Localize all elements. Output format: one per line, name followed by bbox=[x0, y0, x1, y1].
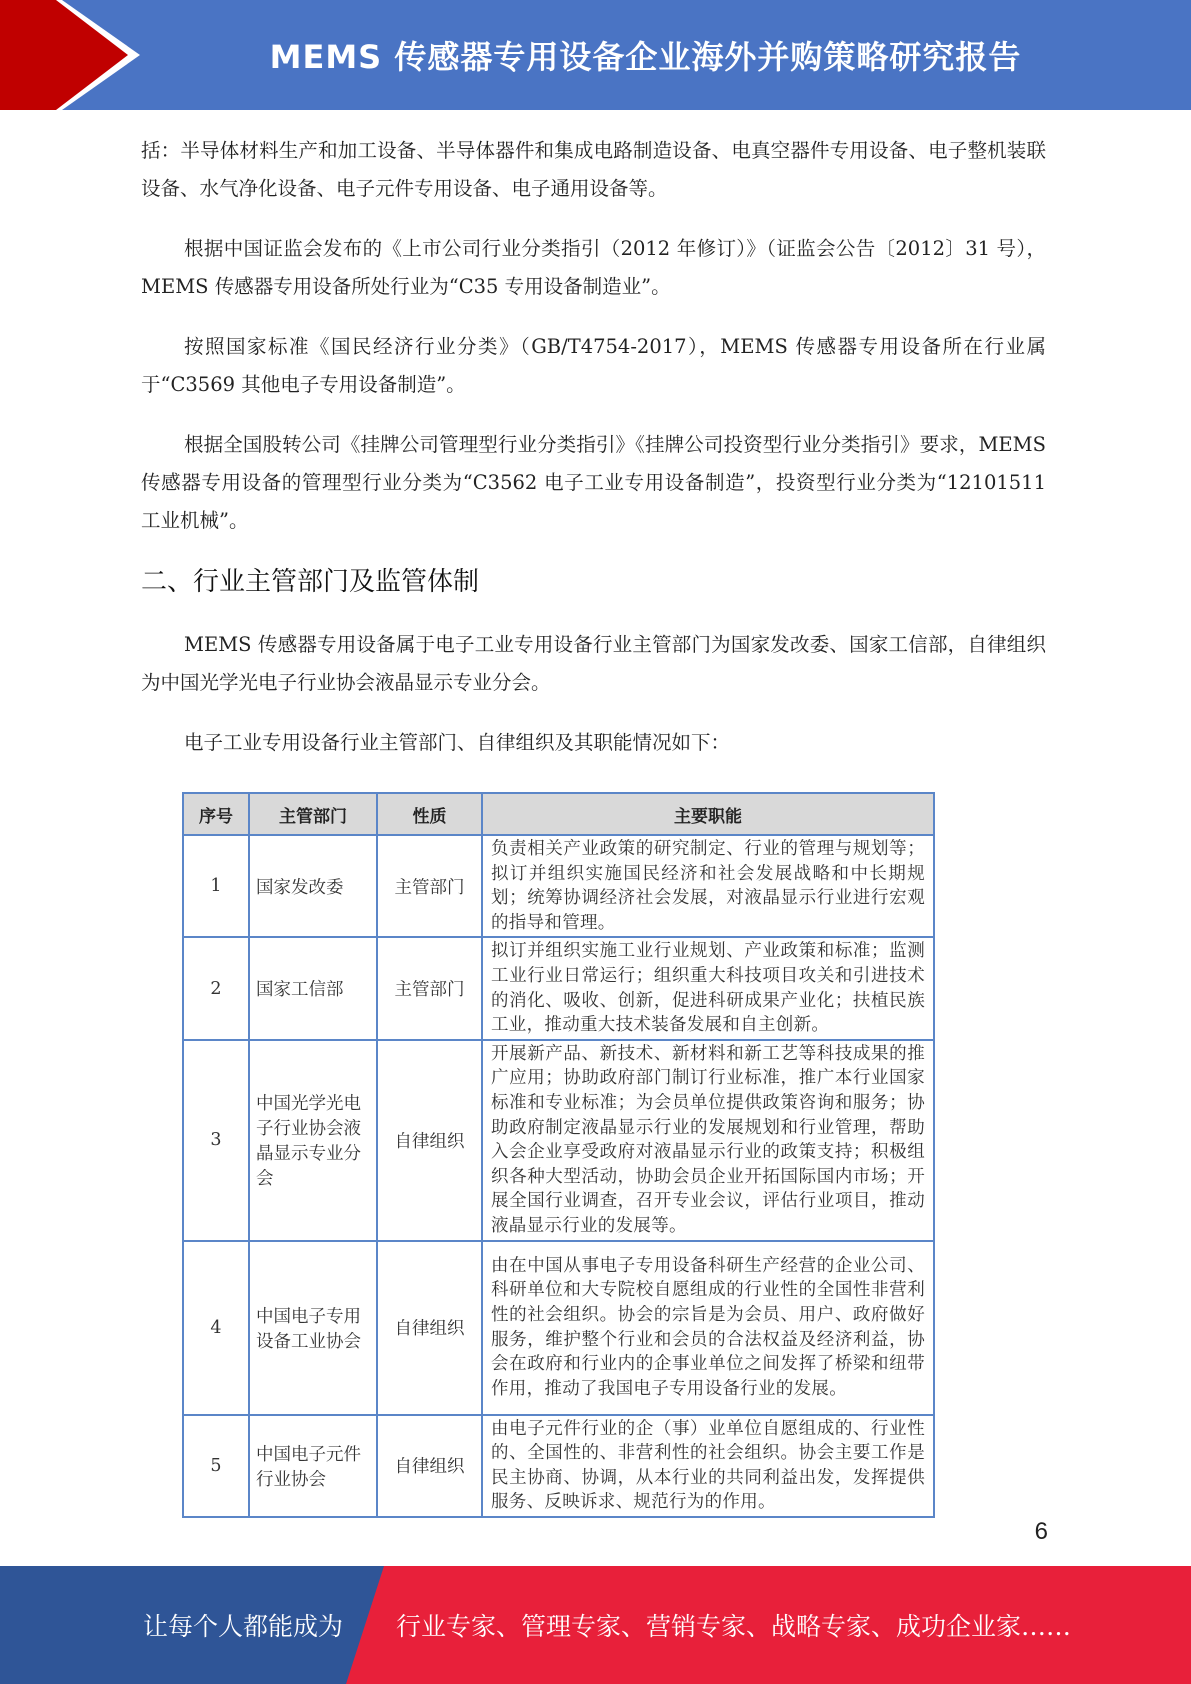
table-row bbox=[183, 1415, 934, 1517]
cell-duty: 拟订并组织实施工业行业规划、产业政策和标准；监测工业行业日常运行；组织重大科技项目攻关和引进技术的消化、吸收、创新，促进科研成果产业化；扶植民族工业，推动重大技术装备发展和自主创新。 bbox=[482, 937, 934, 1039]
section-heading: 二、行业主管部门及监管体制 bbox=[141, 567, 480, 597]
table-row bbox=[183, 1040, 934, 1241]
cell-duty: 由在中国从事电子专用设备科研生产经营的企业公司、科研单位和大专院校自愿组成的行业性的全国性非营利性的社会组织。协会的宗旨是为会员、用户、政府做好服务，维护整个行业和会员的合法权益及经济利益，协会在政府和行业内的企事业单位之间发挥了桥梁和纽带作用，推动了我国电子专用设备行业的发展。 bbox=[482, 1241, 934, 1415]
cell-department: 国家发改委 bbox=[249, 835, 377, 937]
paragraph: 电子工业专用设备行业主管部门、自律组织及其职能情况如下： bbox=[184, 731, 731, 754]
table-row bbox=[183, 1241, 934, 1415]
col-header-department: 主管部门 bbox=[249, 793, 377, 835]
footer-slogan-left: 让每个人都能成为 bbox=[143, 1612, 344, 1641]
paragraph: 根据中国证监会发布的《上市公司行业分类指引（2012 年修订）》（证监会公告〔2012〕31 号），MEMS 传感器专用设备所处行业为“C35 专用设备制造业”。 bbox=[141, 237, 1046, 298]
header-red-chevron bbox=[0, 0, 150, 110]
page-footer bbox=[0, 1566, 1191, 1684]
cell-index: 5 bbox=[183, 1415, 249, 1517]
page-header bbox=[0, 0, 1191, 110]
col-header-index: 序号 bbox=[183, 793, 249, 835]
cell-duty: 负责相关产业政策的研究制定、行业的管理与规划等；拟订并组织实施国民经济和社会发展战略和中长期规划；统筹协调经济社会发展，对液晶显示行业进行宏观的指导和管理。 bbox=[482, 835, 934, 937]
regulator-table-wrapper bbox=[182, 792, 935, 1518]
cell-type: 主管部门 bbox=[377, 835, 482, 937]
table-row bbox=[183, 937, 934, 1039]
cell-type: 自律组织 bbox=[377, 1415, 482, 1517]
footer-slogan-right: 行业专家、管理专家、营销专家、战略专家、成功企业家…… bbox=[396, 1612, 1072, 1641]
table-row bbox=[183, 835, 934, 937]
document-body bbox=[141, 132, 1046, 784]
col-header-duty: 主要职能 bbox=[482, 793, 934, 835]
cell-index: 1 bbox=[183, 835, 249, 937]
cell-index: 2 bbox=[183, 937, 249, 1039]
cell-department: 国家工信部 bbox=[249, 937, 377, 1039]
paragraph: 按照国家标准《国民经济行业分类》（GB/T4754-2017），MEMS 传感器专用设备所在行业属于“C3569 其他电子专用设备制造”。 bbox=[141, 335, 1046, 396]
page-number: 6 bbox=[1034, 1518, 1048, 1545]
table-header-row bbox=[183, 793, 934, 835]
report-title: MEMS 传感器专用设备企业海外并购策略研究报告 bbox=[269, 38, 1022, 76]
cell-department: 中国电子专用设备工业协会 bbox=[249, 1241, 377, 1415]
cell-type: 自律组织 bbox=[377, 1241, 482, 1415]
cell-index: 3 bbox=[183, 1040, 249, 1241]
cell-duty: 开展新产品、新技术、新材料和新工艺等科技成果的推广应用；协助政府部门制订行业标准，推广本行业国家标准和专业标准；为会员单位提供政策咨询和服务；协助政府制定液晶显示行业的发展规划和行业管理，帮助入会企业享受政府对液晶显示行业的政策支持；积极组织各种大型活动，协助会员企业开拓国际国内市场；开展全国行业调查，召开专业会议，评估行业项目，推动液晶显示行业的发展等。 bbox=[482, 1040, 934, 1241]
paragraph: 根据全国股转公司《挂牌公司管理型行业分类指引》《挂牌公司投资型行业分类指引》要求，MEMS 传感器专用设备的管理型行业分类为“C3562 电子工业专用设备制造”，投资型行业分类为“12101511 工业机械”。 bbox=[141, 433, 1046, 532]
cell-department: 中国电子元件行业协会 bbox=[249, 1415, 377, 1517]
paragraph: 括：半导体材料生产和加工设备、半导体器件和集成电路制造设备、电真空器件专用设备、电子整机装联设备、水气净化设备、电子元件专用设备、电子通用设备等。 bbox=[141, 139, 1046, 200]
regulator-table bbox=[182, 792, 935, 1518]
cell-department: 中国光学光电子行业协会液晶显示专业分会 bbox=[249, 1040, 377, 1241]
cell-index: 4 bbox=[183, 1241, 249, 1415]
cell-duty: 由电子元件行业的企（事）业单位自愿组成的、行业性的、全国性的、非营利性的社会组织。协会主要工作是民主协商、协调，从本行业的共同利益出发，发挥提供服务、反映诉求、规范行为的作用。 bbox=[482, 1415, 934, 1517]
col-header-type: 性质 bbox=[377, 793, 482, 835]
paragraph: MEMS 传感器专用设备属于电子工业专用设备行业主管部门为国家发改委、国家工信部，自律组织为中国光学光电子行业协会液晶显示专业分会。 bbox=[141, 633, 1046, 694]
cell-type: 主管部门 bbox=[377, 937, 482, 1039]
cell-type: 自律组织 bbox=[377, 1040, 482, 1241]
